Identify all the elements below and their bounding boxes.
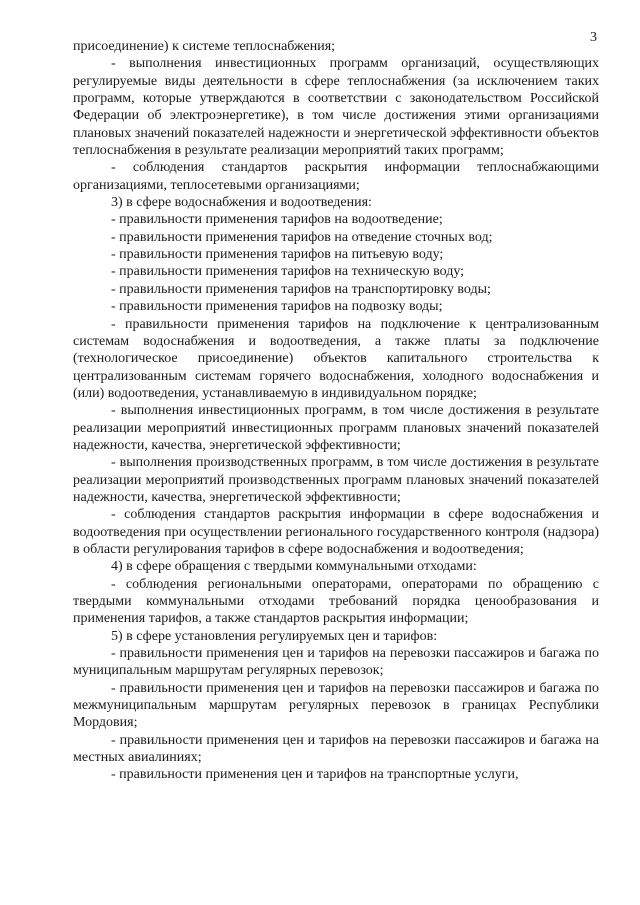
paragraph: - правильности применения цен и тарифов на перевозки пассажиров и багажа по муниципальным маршрутам регулярных перевозок;: [73, 646, 599, 679]
paragraph: - выполнения инвестиционных программ, в том числе достижения в результате реализации мероприятий инвестиционных программ плановых значений показателей надежности, качества, энергетической эффективности;: [73, 403, 599, 453]
paragraph: - соблюдения стандартов раскрытия информации теплоснабжающими организациями, теплосетевыми организациями;: [73, 160, 599, 193]
paragraph: - соблюдения региональными операторами, операторами по обращению с твердыми коммунальными отходами требований порядка ценообразования и применения тарифов, а также стандартов раскрытия информации;: [73, 576, 599, 627]
paragraph: - правильности применения тарифов на подключение к централизованным системам водоснабжения и водоотведения, а также платы за подключение (технологическое присоединение) объектов капитального строительства к централизованным системам горячего водоснабжения, холодного водоснабжения и (или) водоотведения, устанавливаемую в индивидуальном порядке;: [73, 316, 599, 401]
list-item: - правильности применения тарифов на водоотведение;: [111, 212, 443, 228]
page-number: 3: [590, 30, 597, 45]
document-body: [73, 38, 599, 784]
paragraph: - выполнения инвестиционных программ организаций, осуществляющих регулируемые виды деятельности в сфере теплоснабжения (за исключением таких программ, которые утверждаются в соответствии с законодательством Российской Федерации об электроэнергетике), в том числе достижения этими организациями плановых значений показателей надежности и энергетической эффективности объектов теплоснабжения в результате реализации мероприятий таких программ;: [73, 56, 599, 159]
paragraph: - правильности применения цен и тарифов на транспортные услуги,: [111, 767, 519, 783]
paragraph: - правильности применения цен и тарифов на перевозки пассажиров и багажа на местных авиалиниях;: [73, 732, 599, 766]
list-item: - правильности применения тарифов на подвозку воды;: [111, 299, 443, 315]
section-heading: 5) в сфере установления регулируемых цен и тарифов:: [111, 628, 438, 644]
paragraph: - соблюдения стандартов раскрытия информации в сфере водоснабжения и водоотведения при осуществлении регионального государственного контроля (надзора) в области регулирования тарифов в сфере водоснабжения и водоотведения;: [73, 507, 599, 557]
list-item: - правильности применения тарифов на транспортировку воды;: [111, 281, 491, 297]
list-item: - правильности применения тарифов на техническую воду;: [111, 264, 465, 280]
paragraph: - правильности применения цен и тарифов на перевозки пассажиров и багажа по межмуниципальным маршрутам регулярных перевозок в границах Республики Мордовия;: [73, 680, 599, 731]
paragraph: присоединение) к системе теплоснабжения;: [73, 39, 336, 54]
list-item: - правильности применения тарифов на питьевую воду;: [111, 247, 444, 263]
section-heading: 4) в сфере обращения с твердыми коммунальными отходами:: [111, 559, 477, 575]
paragraph: - выполнения производственных программ, в том числе достижения в результате реализации мероприятий производственных программ плановых значений показателей надежности, качества, энергетической эффективности;: [73, 455, 599, 505]
list-item: - правильности применения тарифов на отведение сточных вод;: [111, 229, 493, 245]
section-heading: 3) в сфере водоснабжения и водоотведения:: [111, 195, 372, 211]
